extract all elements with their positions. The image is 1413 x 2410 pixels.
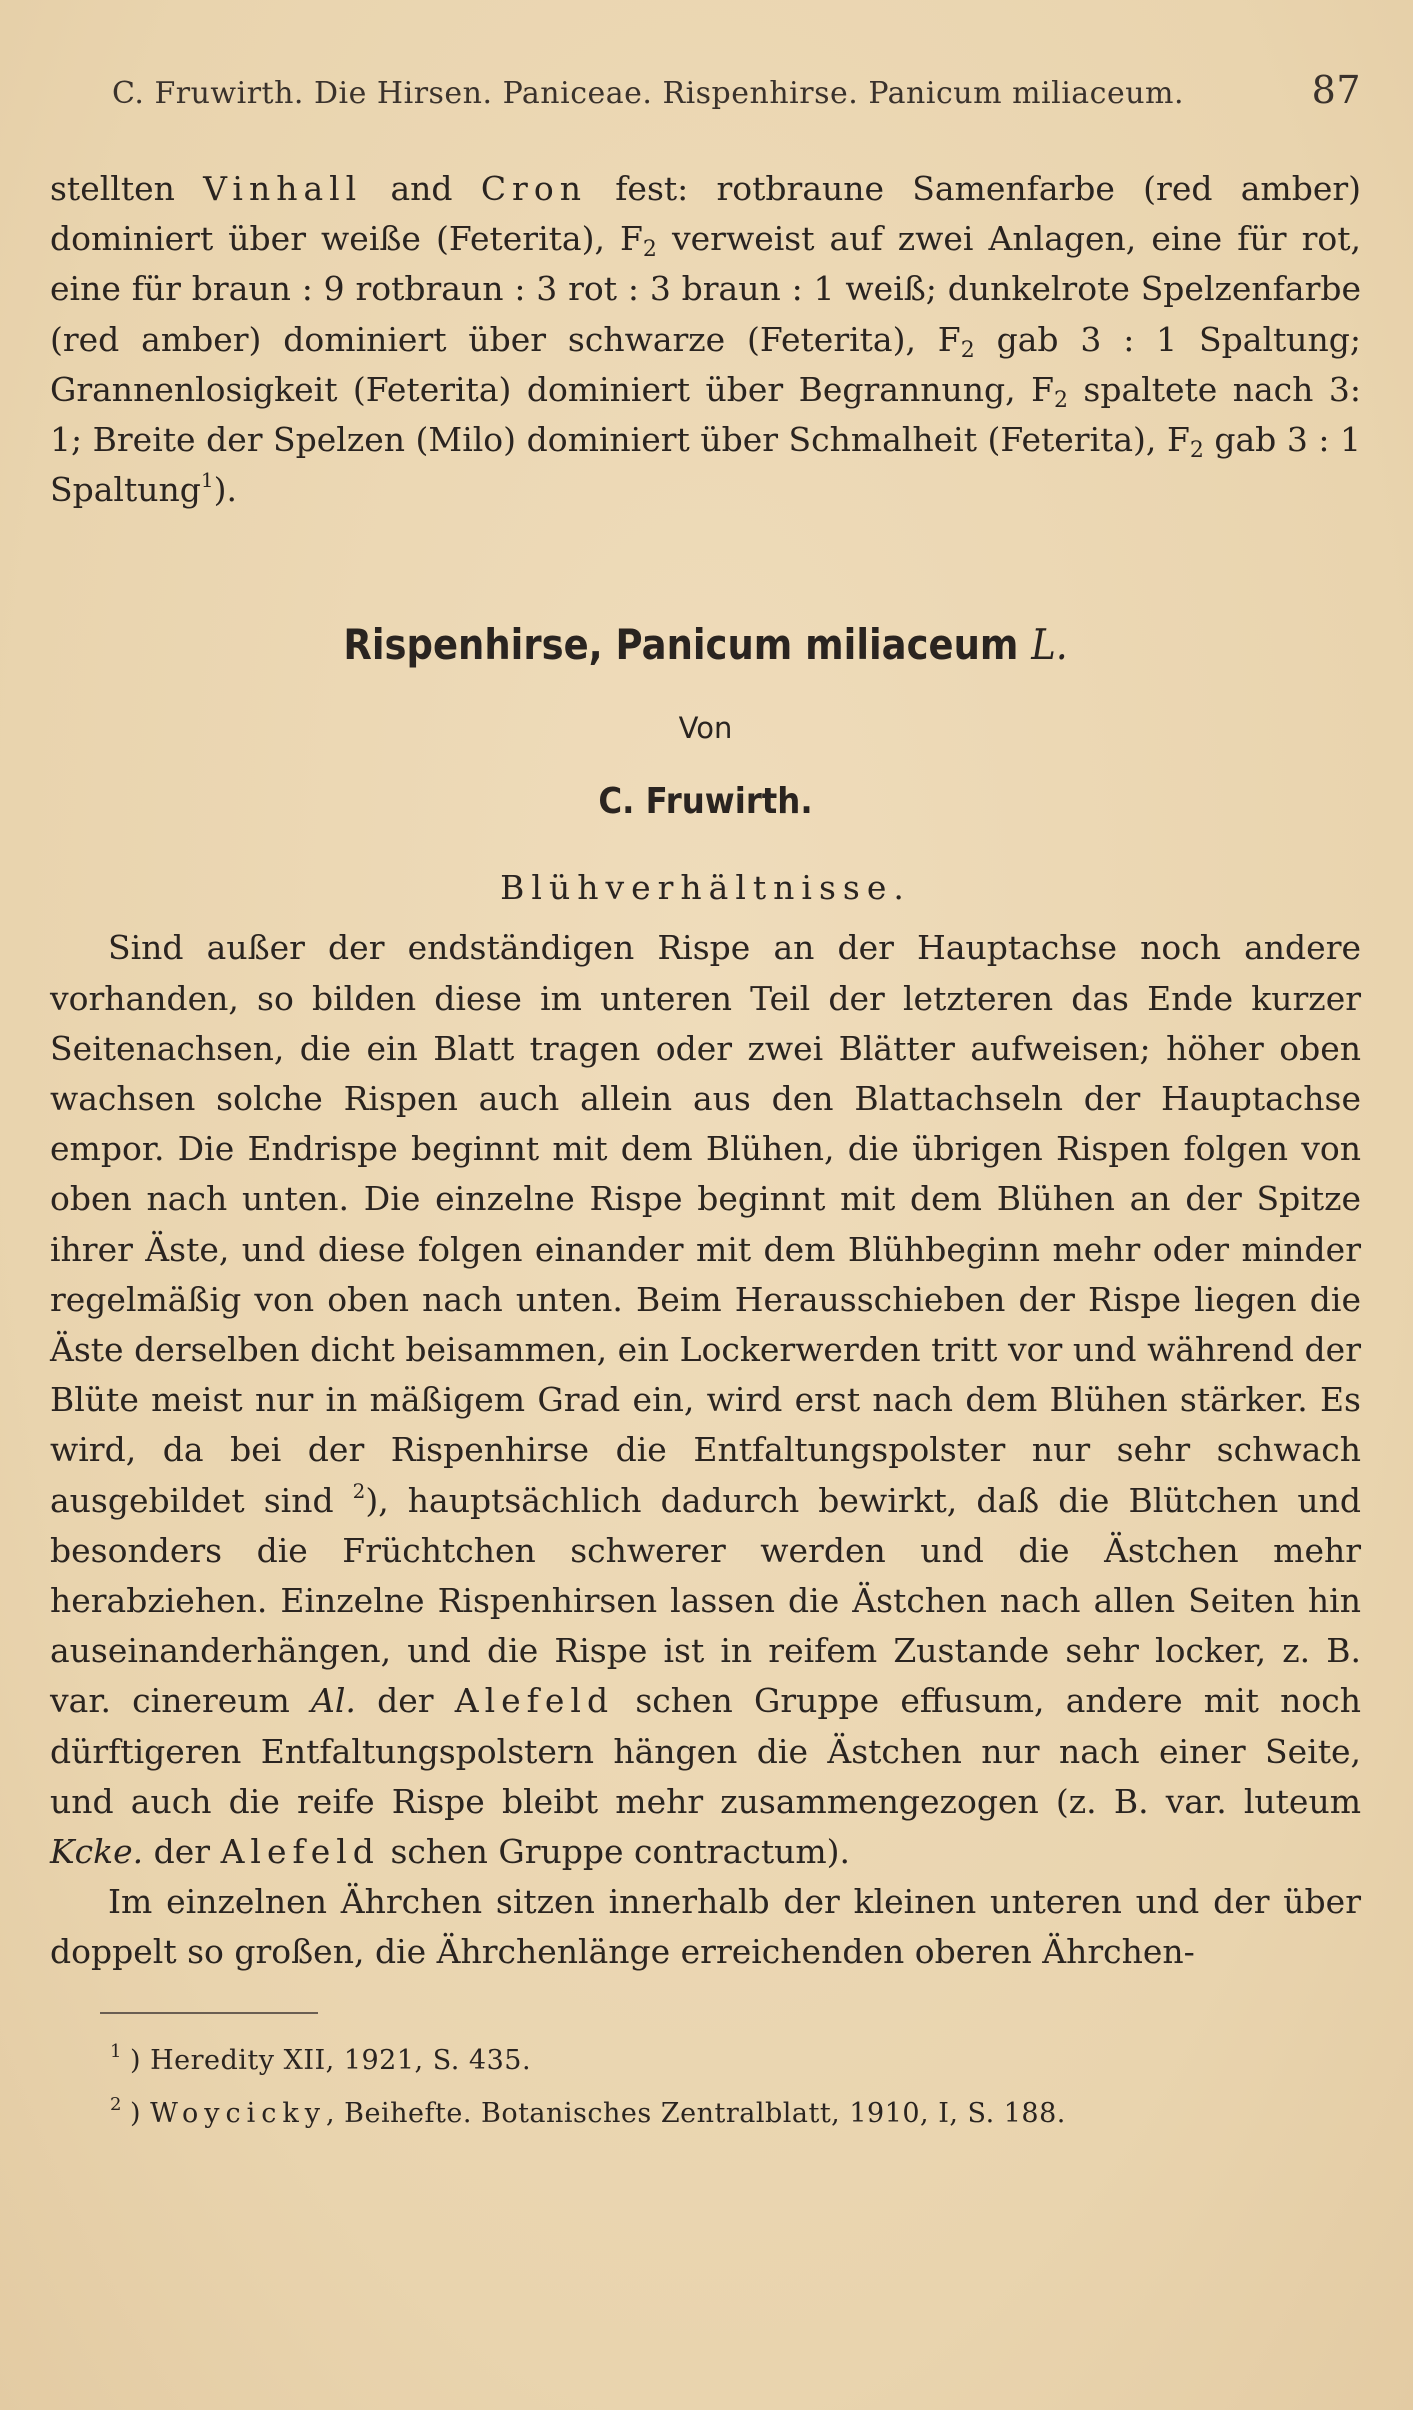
article-title: Rispenhirse, Panicum miliaceum L.: [343, 620, 1068, 670]
body-paragraph: Im einzelnen Ährchen sitzen innerhalb der kleinen unteren und der über doppelt so großen, die Ährchenlänge erreichenden oberen Ährchen-: [50, 1882, 1361, 1972]
article-author: C. Fruwirth.: [598, 781, 813, 823]
running-title: C. Fruwirth. Die Hirsen. Paniceae. Rispenhirse. Panicum miliaceum.: [112, 76, 1185, 111]
footnote-ref: 1: [200, 468, 214, 493]
author-name: Vinhall: [203, 169, 363, 208]
intro-paragraph: stellten Vinhall and Cron fest: rotbraune Samenfarbe (red amber) dominiert über weiße (Feterita), $F_2$ verweist auf zwei Anlagen, eine für rot, eine für braun : 9 rotbraun : 3 rot : 3 braun : 1 weiß; dunkelrote Spelzenfarbe (red amber) dominiert über schwarze (Feterita), $F_2$ gab 3 : 1 Spaltung; Grannenlosigkeit (Feterita) dominiert über Begrannung, $F_2$ spaltete nach 3: 1; Breite der Spelzen (Milo) dominiert über Schmalheit (Feterita), $F_2$ gab 3 : 1 Spaltung$^1$).: [50, 169, 1362, 510]
byline-von: Von: [678, 711, 733, 746]
section-heading: Blühverhältnisse.: [500, 868, 911, 908]
body-paragraph: Sind außer der endständigen Rispe an der Hauptachse noch andere vorhanden, so bilden diese im unteren Teil der letzteren das Ende kurzer Seitenachsen, die ein Blatt tragen oder zwei Blätter aufweisen; höher oben wachsen solche Rispen auch allein aus den Blattachseln der Hauptachse empor. Die Endrispe beginnt mit dem Blühen, die übrigen Rispen folgen von oben nach unten. Die einzelne Rispe beginnt mit dem Blühen an der Spitze ihrer Äste, und diese folgen einander mit dem Blühbeginn mehr oder minder regelmäßig von oben nach unten. Beim Herausschieben der Rispe liegen die Äste derselben dicht beisammen, ein Lockerwerden tritt vor und während der Blüte meist nur in mäßigem Grad ein, wird erst nach dem Blühen stärker. Es wird, da bei der Rispenhirse die Entfaltungspolster nur sehr schwach ausgebildet sind $^2$), hauptsächlich dadurch bewirkt, daß die Blütchen und besonders die Früchtchen schwerer werden und die Ästchen mehr herabziehen. Einzelne Rispenhirsen lassen die Ästchen nach allen Seiten hin auseinanderhängen, und die Rispe ist in reifem Zustande sehr locker, z. B. var. cinereum Al. der Alefeld schen Gruppe effusum, andere mit noch dürftigeren Entfaltungspolstern hängen die Ästchen nur nach einer Seite, und auch die reife Rispe bleibt mehr zusammengezogen (z. B. var. luteum Kcke. der Alefeld schen Gruppe contractum).: [50, 928, 1361, 1872]
author-name: Cron: [480, 169, 587, 208]
footnote: $^2$ ) Woycicky, Beihefte. Botanisches Zentralblatt, 1910, I, S. 188.: [110, 2093, 1066, 2129]
footnote-divider: [100, 2012, 318, 2014]
page-number: 87: [1311, 68, 1361, 112]
footnote: $^1$ ) Heredity XII, 1921, S. 435.: [110, 2040, 532, 2076]
running-head: [50, 68, 1361, 112]
footnote-ref: 2: [352, 1478, 366, 1503]
